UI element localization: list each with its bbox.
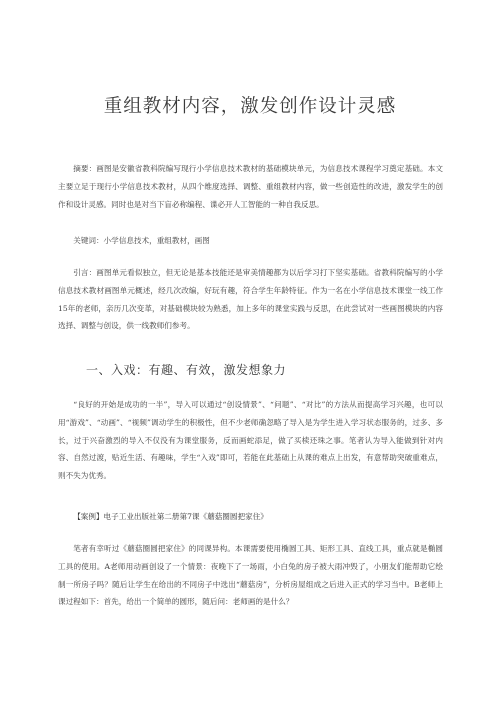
document-title: 重组教材内容，激发创作设计灵感 xyxy=(103,96,397,117)
section-body-paragraph: “良好的开始是成功的一半”，导入可以通过“创设情景”、“问题”、“对比”的方法从而提高学习兴趣，也可以用“游戏”、“动画”、“视频”调动学生的积极性，但不少老师确忽略了导入是为学生进入学习状态服务的，过多、多长，过于兴奋激烈的导入不仅没有为课堂服务，反而画蛇添足，做了买椟还珠之事。笔者认为导入能做到针对内容、自然过渡，贴近生活、有趣味，学生“入戏”即可，若能在此基础上从课的难点上出发，有意帮助突破重难点，则不失为优秀。 xyxy=(58,400,443,481)
case-title: 【案例】电子工业出版社第二册第7课《蘑菇圈圆把家住》 xyxy=(73,512,268,521)
keywords-paragraph: 关键词：小学信息技术，重组教材，画图 xyxy=(73,236,210,245)
abstract-paragraph: 摘要：画图是安徽省教科院编写现行小学信息技术教材的基础模块单元，为信息技术课程学习奠定基础。本文主要立足于现行小学信息技术教材，从四个维度选择、调整、重组教材内容，做一些创造性的改进，激发学生的创作和设计灵感。同时也是对当下盲必称编程、谍必开人工智能的一种自我反思。 xyxy=(58,164,443,209)
section-heading: 一、入戏：有趣、有效，激发想象力 xyxy=(86,363,287,377)
case-body-paragraph: 笔者有幸听过《蘑菇圈圆把家住》的同课异构。本课需要使用椭圆工具、矩形工具、直线工具，重点就是椭圆工具的使用。A老师用动画创设了一个情景：夜晚下了一场雨，小白兔的房子被大雨冲毁了，小朋友们能帮助它绘制一所房子吗？随后让学生在给出的不同房子中选出“蘑菇房”，分析房屋组成之后进入正式的学习当中。B老师上课过程如下：首先，给出一个简单的圆形，随后问：老师画的是什么？ xyxy=(58,544,443,607)
intro-paragraph: 引言：画图单元看似独立，但无论是基本技能还是审美情趣都为以后学习打下坚实基础。省教科院编写的小学信息技术教材画图单元概述，经几次改编，好玩有趣，符合学生年龄特征。作为一名在小学信息技术课堂一线工作15年的老师，亲历几次变革，对基础模块较为熟悉，加上多年的课堂实践与反思，在此尝试对一些画图模块的内容选择、调整与创设，供一线教师们参考。 xyxy=(58,268,443,331)
